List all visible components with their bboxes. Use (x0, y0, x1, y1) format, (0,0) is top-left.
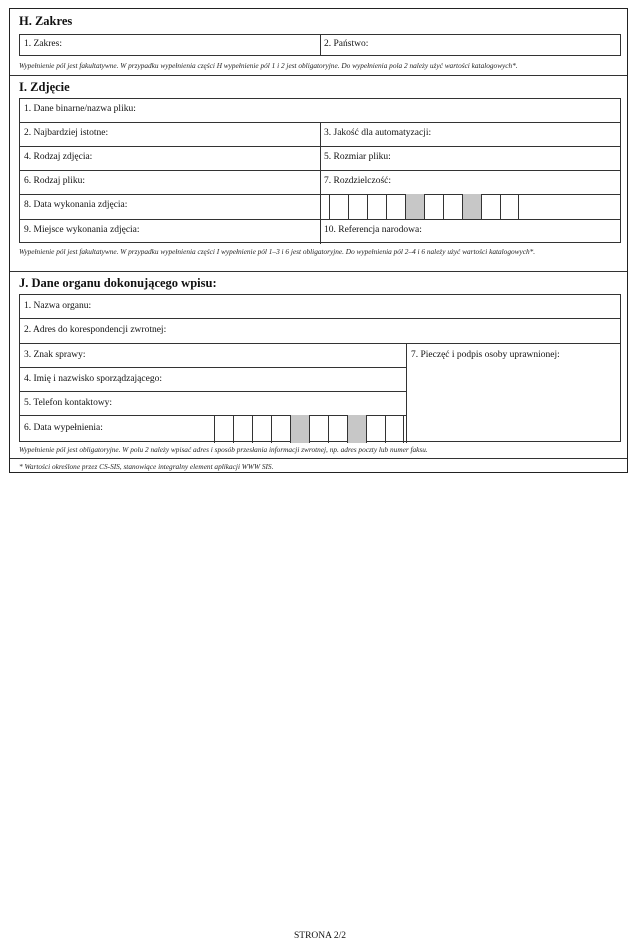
date-cell[interactable] (348, 194, 367, 219)
date-cell[interactable] (500, 194, 519, 219)
date-cell[interactable] (271, 415, 290, 443)
field-referencja-narodowa[interactable]: 10. Referencja narodowa: (324, 225, 422, 235)
date-cell[interactable] (214, 415, 233, 443)
row-divider (20, 391, 406, 392)
date-separator-cell (405, 194, 424, 219)
field-rozmiar-pliku[interactable]: 5. Rozmiar pliku: (324, 152, 391, 162)
date-separator-cell (462, 194, 481, 219)
date-cells (329, 194, 529, 219)
date-cell[interactable] (386, 194, 405, 219)
section-j-table (19, 294, 621, 442)
field-adres-korespondencji[interactable]: 2. Adres do korespondencji zwrotnej: (24, 325, 167, 335)
footnote: * Wartości określone przez CS-SIS, stanowiące integralny element aplikacji WWW SIS. (19, 462, 274, 471)
field-dane-binarne[interactable]: 1. Dane binarne/nazwa pliku: (24, 104, 136, 114)
form-page (9, 8, 628, 473)
date-cells (214, 415, 406, 443)
date-cell[interactable] (309, 415, 328, 443)
section-i-note: Wypełnienie pól jest fakultatywne. W przypadku wypełnienia części I wypełnienie pól 1–3 i 6 jest obligatoryjne. Do wypełnienia pól 2–4 i 6 należy użyć wartości katalogowych*. (19, 247, 536, 256)
field-imie-nazwisko[interactable]: 4. Imię i nazwisko sporządzającego: (24, 374, 162, 384)
section-divider (10, 271, 627, 272)
date-separator-cell (347, 415, 366, 443)
section-j-note: Wypełnienie pól jest obligatoryjne. W polu 2 należy wpisać adres i sposób przesłania informacji zwrotnej, np. adres poczty lub numer faksu. (19, 445, 428, 454)
field-panstwo[interactable]: 2. Państwo: (324, 39, 369, 49)
field-data-wykonania[interactable]: 8. Data wykonania zdjęcia: (24, 200, 128, 210)
date-cell[interactable] (424, 194, 443, 219)
field-najbardziej-istotne[interactable]: 2. Najbardziej istotne: (24, 128, 109, 138)
section-j-title: J. Dane organu dokonującego wpisu: (19, 276, 217, 290)
date-cell[interactable] (366, 415, 385, 443)
date-cell[interactable] (443, 194, 462, 219)
field-nazwa-organu[interactable]: 1. Nazwa organu: (24, 301, 92, 311)
column-divider (406, 343, 407, 443)
field-rozdzielczosc[interactable]: 7. Rozdzielczość: (324, 176, 392, 186)
date-cell[interactable] (329, 194, 348, 219)
row-divider (20, 318, 620, 319)
section-divider (10, 75, 627, 76)
date-cell[interactable] (385, 415, 404, 443)
section-h-note: Wypełnienie pól jest fakultatywne. W przypadku wypełnienia części H wypełnienie pól 1 i 2 jest obligatoryjne. Do wypełnienia pola 2 należy użyć wartości katalogowych*. (19, 61, 518, 70)
date-cell[interactable] (481, 194, 500, 219)
section-h-row (19, 34, 621, 56)
section-divider (10, 458, 627, 459)
field-jakosc[interactable]: 3. Jakość dla automatyzacji: (324, 128, 432, 138)
date-separator-cell (290, 415, 309, 443)
date-cell[interactable] (367, 194, 386, 219)
field-rodzaj-zdjecia[interactable]: 4. Rodzaj zdjęcia: (24, 152, 93, 162)
field-data-wypelnienia[interactable]: 6. Data wypełnienia: (24, 423, 103, 433)
section-h-title: H. Zakres (19, 14, 73, 28)
field-znak-sprawy[interactable]: 3. Znak sprawy: (24, 350, 86, 360)
field-telefon[interactable]: 5. Telefon kontaktowy: (24, 398, 113, 408)
section-i-title: I. Zdjęcie (19, 80, 70, 94)
row-divider (20, 343, 620, 344)
date-cell[interactable] (233, 415, 252, 443)
field-miejsce-wykonania[interactable]: 9. Miejsce wykonania zdjęcia: (24, 225, 140, 235)
field-zakres[interactable]: 1. Zakres: (24, 39, 62, 49)
date-cell[interactable] (252, 415, 271, 443)
page-number: STRONA 2/2 (294, 931, 346, 941)
column-divider (320, 122, 321, 244)
field-rodzaj-pliku[interactable]: 6. Rodzaj pliku: (24, 176, 85, 186)
divider (320, 35, 321, 55)
row-divider (20, 367, 406, 368)
date-cell[interactable] (328, 415, 347, 443)
field-pieczec-podpis[interactable]: 7. Pieczęć i podpis osoby uprawnionej: (411, 350, 560, 360)
section-i-table (19, 98, 621, 243)
